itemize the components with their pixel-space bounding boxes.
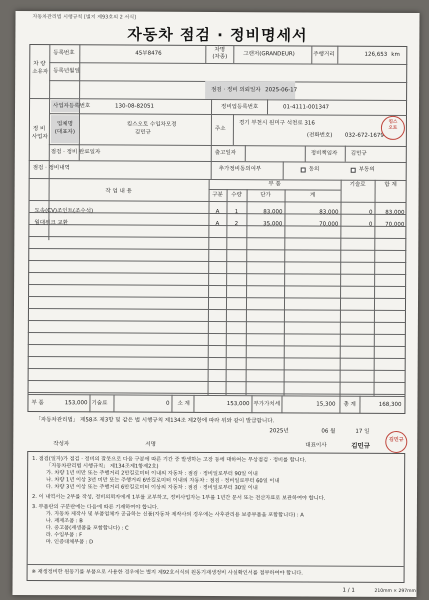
col-sum: 계	[309, 192, 316, 199]
document-title: 자동차 점검 · 정비명세서	[127, 25, 308, 45]
col-kind: 구분	[212, 191, 223, 199]
shop-reg-value: 01-4111-001347	[283, 104, 330, 111]
note-line: 라. 수입부품 : F	[45, 532, 83, 539]
note-line: 「자동차관리법 시행규칙」 제134조제1항제2호)	[46, 463, 159, 470]
biz-no-label: 사업자등록번호	[53, 103, 91, 110]
mechanic-label: 정비책임자	[310, 150, 338, 157]
table-row: 도속(CV)조인트(조수석)	[34, 208, 94, 215]
page-number: 1 / 1	[342, 587, 355, 594]
reg-no-label: 등록번호	[53, 50, 75, 57]
extra-agree-label: 추가정비동의여부	[218, 166, 262, 173]
totals-total-label: 총 계	[343, 401, 356, 408]
note-line: 3. 부품란의 구분란에는 다음에 따른 기재하여야 합니다.	[31, 504, 159, 511]
parts-header: 부 품	[268, 181, 281, 188]
note-line: 1. 점검(일자)가 점검 · 정비의 잘못으로 다음 구분에 따른 기간 중 발생하는 고장 등에 대하여는 무상점검 · 정비를 합니다.	[32, 456, 307, 464]
mileage-unit: km	[391, 51, 400, 58]
note-line: 다. 차량 3년 이상 또는 주행거리 6만킬로미터 이상의 자동차 : 점검 · 정비일로부터 30일 이내	[46, 484, 258, 492]
totals-vat-value: 15,300	[316, 401, 336, 408]
note-line: 2. 이 내역서는 2부를 작성, 정비의뢰자에게 1부를 교부하고, 정비사업자는 1부를 1년간 문서 또는 전산자료로 보관하여야 합니다.	[31, 494, 326, 502]
rep-label: 대표이사	[305, 442, 327, 449]
totals-tech-value: 0	[165, 400, 170, 407]
agree-checkbox[interactable]	[301, 167, 306, 172]
addr-value: 경기 부천시 원미구 석천로 316	[238, 120, 315, 127]
release-label: 출고일자	[214, 149, 237, 157]
totals-parts-value: 153,000	[64, 400, 88, 407]
company-seal: 킴스 오토	[381, 116, 405, 140]
car-name-label: 차명	[214, 46, 226, 54]
paper-size: 210mm × 297mm	[374, 588, 416, 595]
mileage-label: 주행거리	[313, 51, 335, 58]
note-line: 마. 인증대체부품 : D	[45, 539, 94, 546]
reg-no-value: 45부8476	[135, 50, 162, 57]
col-price: 단가	[260, 192, 271, 199]
shop-reg-label: 정비업등록번호	[221, 104, 259, 111]
totals-subtotal-value: 153,000	[226, 401, 250, 408]
issue-year: 2025년	[269, 428, 289, 435]
total-header: 합 계	[384, 181, 397, 188]
phone-value: 032-672-1679	[344, 132, 384, 139]
agree-label: 동의	[308, 166, 320, 173]
totals-vat-label: 부가가치세	[253, 401, 281, 408]
inspect-type-label: 점검 · 정비 완료일자	[50, 149, 101, 156]
note-line: 가. 자동차 제작사 및 부품업체가 공급하는 신품(자동차 제작사의 경우에는 사후관리용 보증부품을 포함합니다) : A	[45, 511, 304, 519]
table-row: 월대위크 교환	[34, 220, 69, 227]
rep-name: 김민규	[351, 441, 371, 450]
mechanic-value: 김민규	[350, 150, 367, 157]
notes-box	[27, 451, 406, 583]
document-page: 자동차관리법 시행규칙 [별지 제93호의 2 서식] 자동차 점검 · 정비명세서 차 량 소유자 등록번호 45부8476 차명 (차종) 그랜저(GRANDEUR) 주행거리 126,653 km 등록년월일 점검 · 정비 의뢰일자 2025-06-17 정 비 사업자 사업자등록번호 130-08-82051 정비업등록번호 01-4111-001347 업체명 (대표자) 킴스오토 수입차모경 김민규 주소 경기 부천시 원미구 석천로 316 (전화번호) 032-672-1679 킴스 오토 점검 · 정비 완료일자 출고일자 정비책임자 김민규 점검 · 정비내역 추가정비동의여부 동의 부동의 작 업 내 용 부 품 기술료 합 계 구분 수량 단가 계 도속(CV)조인트(조수석) A 1 83,000 83,000 0 83,000 월대위크 교환 A 2 35,000 70,000 0 70,000 부 품 153,000 기술료 0 소 계 153,000 부가가치세 15,300 총 계 168,300 「자동차관리법」 제58조 제3항 및 같은 법 시행규칙 제134조 제2항에 따라 위와 같이 발급합니다. 2025년 06 월 17 일 작성자 서명 대표이사 김민규 김민규 1. 점검(일자)가 점검 · 정비의 잘못으로 다음 구분에 따른 기간 중 발생하는 고장 등에 대하여는 무상점검 · 정비를 합니다. 「자동차관리법 시행규칙」 제134조제1항제2호) 가. 차량 1년 미만 또는 주행거리 2만킬로미터 이내의 자동차 : 점검 · 정비일로부터 90일 이내 나. 차량 1년 이상 3년 미만 또는 주행거리 6만킬로미터 이내의 자동차 : 점검 · 정비일로부터 60일 이내 다. 차량 3년 이상 또는 주행거리 6만킬로미터 이상의 자동차 : 점검 · 정비일로부터 30일 이내 2. 이 내역서는 2부를 작성, 정비의뢰자에게 1부를 교부하고, 정비사업자는 1부를 1년간 문서 또는 전산자료로 보관하여야 합니다. 3. 부품란의 구분란에는 다음에 따른 기재하여야 합니다. 가. 자동차 제작사 및 부품업체가 공급하는 신품(자동차 제작사의 경우에는 사후관리용 보증부품을 포함합니다) : A 나. 재제조품 : B 다. 중고품(재생품을 포함합니다) : C 라. 수입부품 : F 마. 인증대체부품 : D ※ 재생정비한 원동기를 부품으로 사용한 경우에는 별지 제92호서식의 원동기재생정비 사실확인서를 첨부하여야 합니다. 1 / 1 210mm × 297mm	[12, 11, 419, 597]
shop-section-label: 정 비	[32, 126, 46, 133]
note-line: 다. 중고품(재생품을 포함합니다) : C	[45, 525, 129, 532]
writer-label: 작성자	[53, 441, 70, 448]
issue-day: 17 일	[355, 428, 370, 435]
biz-no-value: 130-08-82051	[115, 103, 155, 110]
footnote: ※ 재생정비한 원동기를 부품으로 사용한 경우에는 별지 제92호서식의 원동기재생정비 사실확인서를 첨부하여야 합니다.	[31, 569, 303, 577]
note-line: 가. 차량 1년 미만 또는 주행거리 2만킬로미터 이내의 자동차 : 점검 · 정비일로부터 90일 이내	[46, 470, 258, 478]
totals-subtotal-label: 소 계	[177, 400, 190, 407]
owner-section-label: 차 량	[33, 61, 46, 68]
work-header: 작 업 내 용	[105, 188, 132, 195]
issue-statement: 「자동차관리법」 제58조 제3항 및 같은 법 시행규칙 제134조 제2항에 따라 위와 같이 발급합니다.	[35, 417, 275, 425]
disagree-label: 부동의	[358, 166, 375, 173]
inspect-date-value: 2025-06-17	[265, 87, 298, 94]
mileage-value: 126,653	[364, 51, 388, 58]
rep-seal: 김민규	[385, 431, 407, 453]
shop-name-label: 업체명	[56, 121, 73, 128]
car-name-value: 그랜저(GRANDEUR)	[243, 51, 295, 58]
phone-label: (전화번호)	[306, 132, 333, 139]
shop-name-value: 킴스오토 수입차모경	[126, 121, 177, 128]
totals-tech-label: 기술료	[91, 400, 108, 407]
totals-parts-label: 부 품	[31, 400, 44, 407]
detail-label: 점검 · 정비내역	[32, 165, 70, 172]
inspect-date-label: 점검 · 정비 의뢰일자	[211, 86, 261, 94]
note-line: 나. 차량 1년 이상 3년 미만 또는 주행거리 6만킬로미터 이내의 자동차 : 점검 · 정비일로부터 60일 이내	[46, 477, 280, 485]
form-header-note: 자동차관리법 시행규칙 [별지 제93호의 2 서식]	[32, 14, 137, 21]
disagree-checkbox[interactable]	[351, 168, 356, 173]
shop-rep-value: 김민규	[134, 129, 151, 136]
note-line: 나. 재제조품 : B	[45, 518, 83, 525]
first-reg-label: 등록년월일	[53, 68, 80, 75]
col-qty: 수량	[231, 192, 242, 199]
tech-header: 기술료	[349, 181, 366, 188]
sign-label: 서명	[145, 441, 156, 448]
addr-label: 주소	[214, 125, 226, 133]
totals-total-value: 168,300	[378, 401, 402, 408]
issue-month: 06 월	[321, 428, 336, 435]
